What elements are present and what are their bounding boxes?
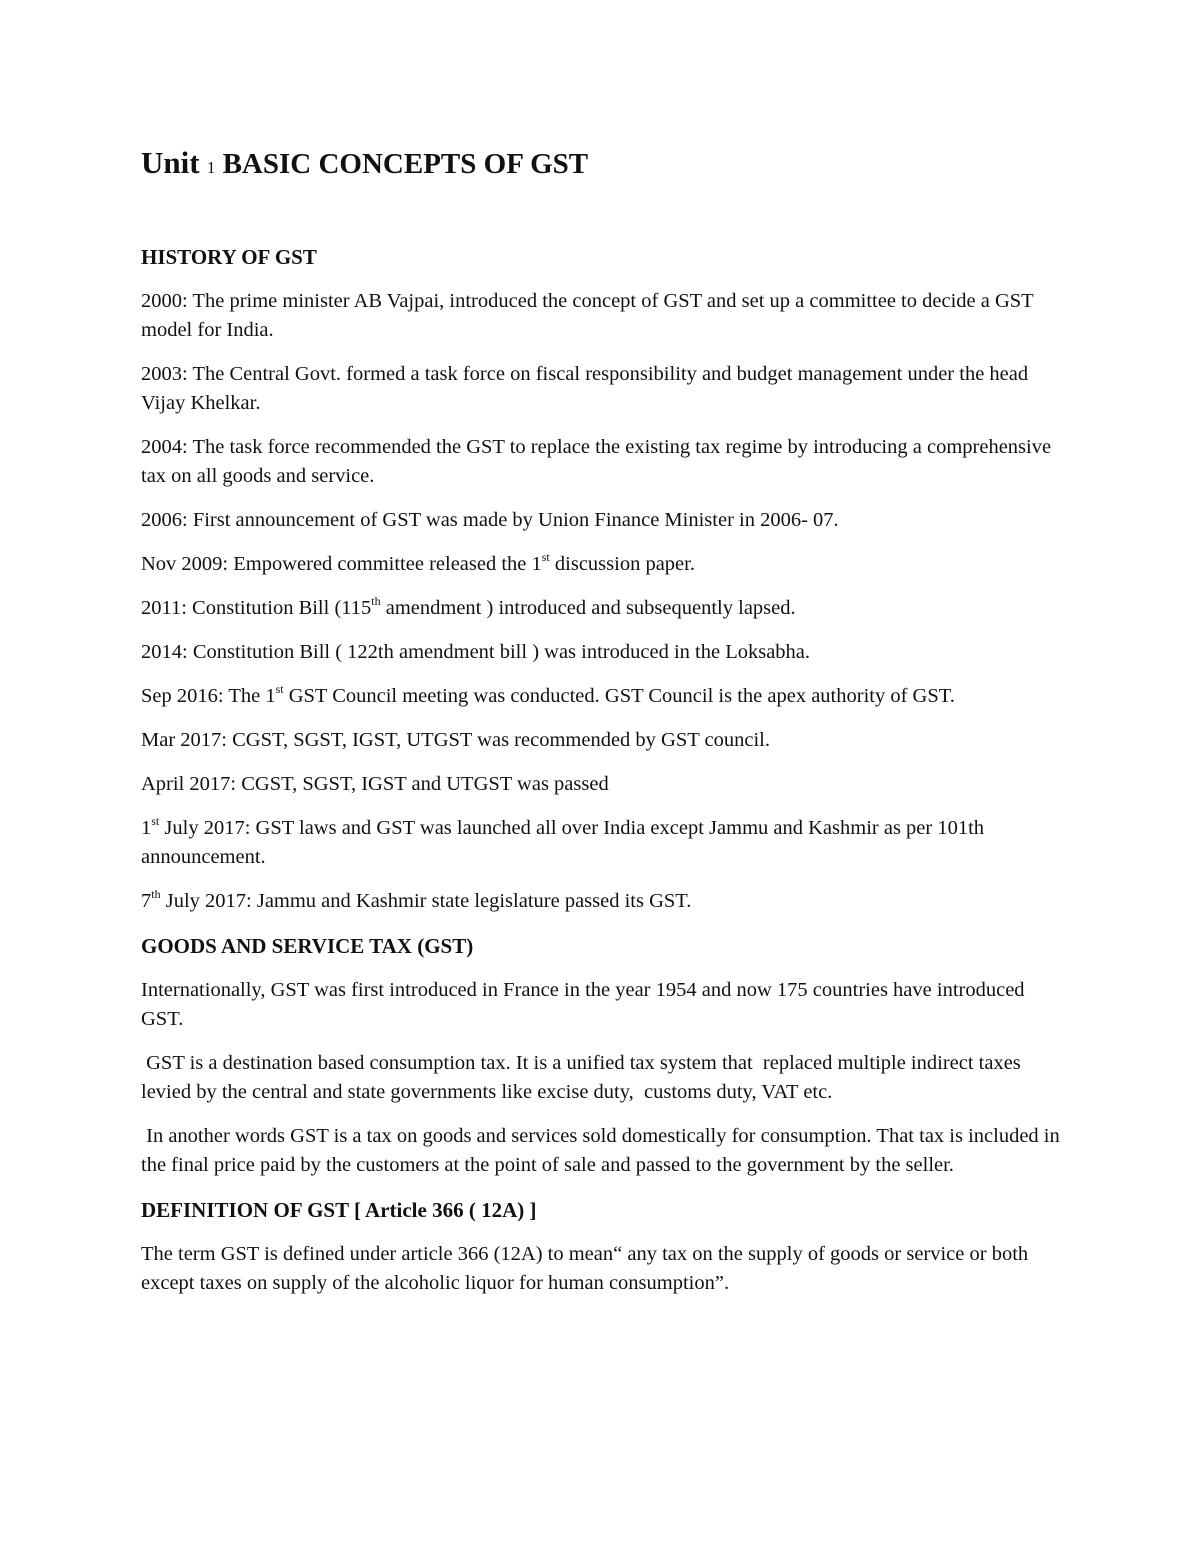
history-item bbox=[141, 506, 1061, 535]
history-item bbox=[141, 814, 1061, 872]
history-item-text: 2006: First announcement of GST was made by Union Finance Minister in 2006- 07. bbox=[141, 509, 839, 531]
history-heading: HISTORY OF GST bbox=[141, 245, 317, 269]
definition-heading: DEFINITION OF GST [ Article 366 ( 12A) ] bbox=[141, 1198, 537, 1222]
history-item-text: discussion paper. bbox=[549, 553, 695, 575]
history-item bbox=[141, 682, 1061, 711]
history-item bbox=[141, 550, 1061, 579]
superscript: th bbox=[151, 887, 161, 901]
history-item-text: 7 bbox=[141, 890, 152, 912]
history-item bbox=[141, 360, 1061, 418]
history-item-text: Mar 2017: CGST, SGST, IGST, UTGST was recommended by GST council. bbox=[141, 729, 770, 751]
gst-paragraph: In another words GST is a tax on goods and services sold domestically for consumption. That tax is included in the final price paid by the customers at the point of sale and passed to the government by the seller. bbox=[141, 1125, 1065, 1176]
superscript: st bbox=[151, 814, 160, 828]
history-item-text: 2004: The task force recommended the GST to replace the existing tax regime by introducing a comprehensive tax on all goods and service. bbox=[141, 436, 1052, 487]
history-item bbox=[141, 287, 1061, 345]
unit-number: 1 bbox=[206, 158, 216, 177]
history-item-text: April 2017: CGST, SGST, IGST and UTGST was passed bbox=[141, 773, 609, 795]
history-item-text: 2014: Constitution Bill ( 122th amendment bill ) was introduced in the Loksabha. bbox=[141, 641, 811, 663]
history-item bbox=[141, 887, 1061, 916]
definition-paragraph: The term GST is defined under article 366 (12A) to mean“ any tax on the supply of goods or service or both except taxes on supply of the alcoholic liquor for human consumption”. bbox=[141, 1243, 1029, 1294]
history-item-text: 2011: Constitution Bill (115 bbox=[141, 597, 372, 619]
unit-label: Unit bbox=[141, 145, 200, 180]
history-item-text: amendment ) introduced and subsequently lapsed. bbox=[380, 597, 796, 619]
superscript: th bbox=[371, 594, 381, 608]
history-item bbox=[141, 770, 1061, 799]
superscript: st bbox=[275, 682, 284, 696]
history-item-text: Nov 2009: Empowered committee released the 1 bbox=[141, 553, 542, 575]
history-item-text: 1 bbox=[141, 817, 152, 839]
history-item-text: Sep 2016: The 1 bbox=[141, 685, 276, 707]
history-item bbox=[141, 726, 1061, 755]
history-item bbox=[141, 638, 1061, 667]
history-item-text: July 2017: GST laws and GST was launched all over India except Jammu and Kashmir as per 101th announcement. bbox=[141, 817, 985, 868]
history-item-text: GST Council meeting was conducted. GST Council is the apex authority of GST. bbox=[283, 685, 955, 707]
history-item-text: July 2017: Jammu and Kashmir state legislature passed its GST. bbox=[160, 890, 692, 912]
unit-title bbox=[141, 140, 1061, 186]
history-item-text: 2000: The prime minister AB Vajpai, introduced the concept of GST and set up a committee to decide a GST model for India. bbox=[141, 290, 1034, 341]
history-list bbox=[141, 287, 1061, 916]
superscript: st bbox=[541, 550, 550, 564]
gst-paragraph: GST is a destination based consumption tax. It is a unified tax system that replaced multiple indirect taxes levied by the central and state governments like excise duty, customs duty, VAT etc. bbox=[141, 1052, 1026, 1103]
gst-paragraph: Internationally, GST was first introduced in France in the year 1954 and now 175 countries have introduced GST. bbox=[141, 979, 1025, 1030]
gst-heading: GOODS AND SERVICE TAX (GST) bbox=[141, 934, 474, 958]
document-page bbox=[141, 140, 1065, 1298]
history-item bbox=[141, 594, 1061, 623]
history-item bbox=[141, 433, 1061, 491]
history-item-text: 2003: The Central Govt. formed a task force on fiscal responsibility and budget management under the head Vijay Khelkar. bbox=[141, 363, 1029, 414]
unit-title-text: BASIC CONCEPTS OF GST bbox=[222, 148, 589, 180]
